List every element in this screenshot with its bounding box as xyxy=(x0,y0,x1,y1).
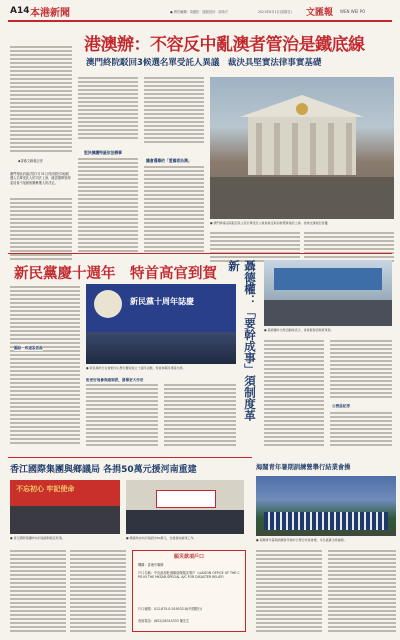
youth-camp-column-1 xyxy=(256,550,322,634)
nip-column-2b xyxy=(330,412,392,448)
court-building-photo xyxy=(210,77,394,219)
guests-row xyxy=(86,332,236,364)
anniversary-banner-text: 新民黨十周年誌慶 xyxy=(130,297,194,306)
donation-headline: 香江國際集團與鄉議局 各捐50萬元援河南重建 xyxy=(10,465,197,475)
page-header xyxy=(0,0,400,22)
editor-credit: ● 責任編輯：黃健松 版面設計：周伟兴 xyxy=(170,10,228,14)
donation-column-2 xyxy=(70,550,126,634)
ceremony-photo-2 xyxy=(126,480,244,534)
lead-intro-column xyxy=(10,46,72,161)
anniversary-logo xyxy=(94,290,122,318)
relief-account-line-4: 查詢電話：(852)28314333 陳先生 xyxy=(138,619,190,623)
reporter-credit: ◆香港文匯報記者 xyxy=(18,159,43,163)
nip-column-2 xyxy=(330,340,392,400)
npp-subheading: 團結一致建設香港 xyxy=(14,346,43,350)
nip-vertical-headline: 聶德權：「要幹成事」須制度革新 xyxy=(227,260,257,421)
issue-date: 2021年8月1日(星期日) xyxy=(258,10,292,14)
stage-backdrop xyxy=(274,268,382,290)
lead-column-3-heading: 議會選舉的「愛國者治澳」 xyxy=(146,158,192,163)
nppsection xyxy=(0,254,240,454)
npp-column-2 xyxy=(86,384,158,448)
relief-account-line-1: 機構：香港中聯辦 xyxy=(138,563,164,567)
newspaper-logo: 文匯報 xyxy=(306,8,334,18)
people-row-2 xyxy=(126,510,244,534)
lead-story xyxy=(0,22,400,250)
youth-camp-photo xyxy=(256,476,396,536)
npp-column-1 xyxy=(10,286,80,446)
donation-column-1 xyxy=(10,550,66,634)
nip-section xyxy=(227,254,400,454)
relief-account-line-2: 戶口名稱：中央政府駐港聯絡辦賑災專戶（LIAISON OFFICE OF THE CPG IN THE HKSAR-SPECIAL A/C FOR DISASTER RELIEF） xyxy=(138,571,240,580)
relief-account-line-3: 戶口號碼：012-875-0-019532-8(中國銀行) xyxy=(138,607,203,611)
youth-camp-headline: 海闊青年暑期訓練營舉行結業會操 xyxy=(256,464,351,471)
court-building-illustration xyxy=(210,77,394,219)
page-number: A14 xyxy=(10,6,30,16)
relief-account-box xyxy=(132,550,246,632)
nip-column-1 xyxy=(264,340,324,448)
lead-subheadline: 澳門終院駁回3候選名單受託人異議 裁決具堅實法律事實基礎 xyxy=(86,58,322,68)
court-photo-caption: ● 澳門終審法院駁回民主派名單受託人就被裁定取消參選資格的上訴。香港文匯報記者攝 xyxy=(210,221,328,225)
donation-section xyxy=(0,458,252,640)
youth-camp-caption: ● 海闊青年暑期訓練營學員昨日舉行結業會操，多名嘉賓出席檢閱。 xyxy=(256,538,347,542)
nip-photo-caption: ● 聶德權昨出席活動時表示，香港發展需制度革新。 xyxy=(264,328,334,332)
ceremony-caption-2: ● 鄉議局亦向河南捐出50萬元，支援當地重建工作。 xyxy=(126,536,197,540)
relief-account-title: 賑災款項戶口 xyxy=(173,554,204,560)
npp-column-3 xyxy=(164,384,236,448)
section-title: 本港新聞 xyxy=(30,8,70,19)
youth-camp-section xyxy=(254,458,400,640)
speakers-row xyxy=(264,300,392,326)
parade-formation xyxy=(264,512,388,530)
lead-column-2-body-b xyxy=(78,158,138,268)
lead-first-paragraph: 澳門特區終審法院7月31日判決駁回3組候選人名單受託人的司法上訴，確認選舉管理委員會不接納相關參選人的決定。 xyxy=(10,172,71,185)
donation-cheque xyxy=(156,490,216,508)
lead-headline: 港澳辦：不容反中亂澳者管治是鐵底線 xyxy=(84,35,365,55)
npp-photo-caption: ● 新民黨昨日在會展中心舉行慶祝成立十週年活動，特首林鄭月娥等出席。 xyxy=(86,366,186,370)
ceremony-caption-1: ● 香江國際集團昨向河南捐助賑災款項。 xyxy=(10,536,65,540)
npp-anniversary-photo xyxy=(86,284,236,364)
youth-camp-column-2 xyxy=(328,550,396,634)
lead-column-3-body xyxy=(144,77,204,152)
lead-column-2-body xyxy=(78,77,138,147)
nip-column-heading: 公務員紀律 xyxy=(332,404,350,408)
nip-event-photo xyxy=(264,260,392,326)
people-row-1 xyxy=(10,506,120,534)
lead-column-2-heading: 堅決擁護特區依法辦事 xyxy=(84,150,122,155)
npp-headline: 新民黨慶十週年 特首高官到賀 xyxy=(14,266,217,282)
edition-label: WEN WEI PO xyxy=(340,9,366,14)
ceremony-photo-1 xyxy=(10,480,120,534)
banner-slogan: 不忘初心 牢記使命 xyxy=(16,485,75,493)
npp-column-heading: 盼更好地參與建制派，發揮更大作用 xyxy=(86,378,144,382)
